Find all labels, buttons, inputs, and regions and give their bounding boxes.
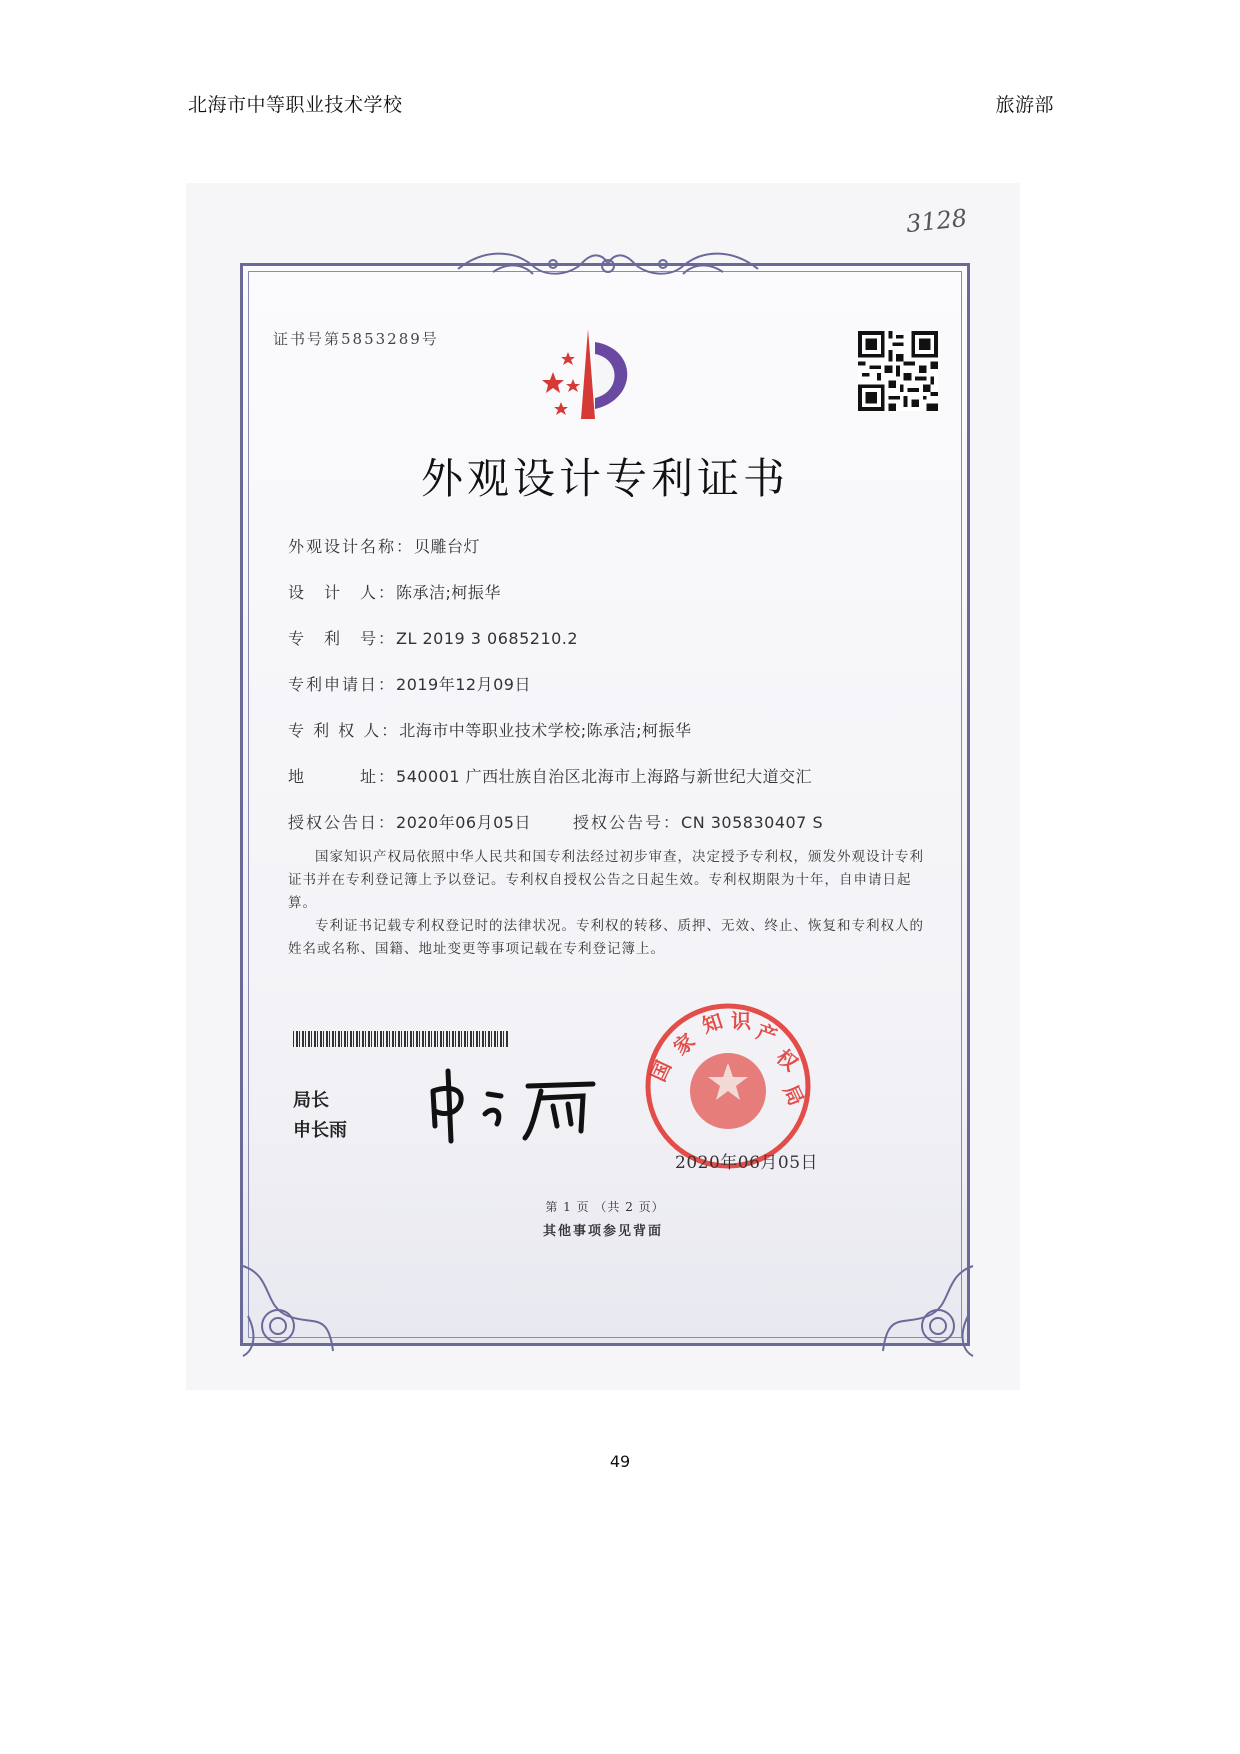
field-application-date: 专利申请日：2019年12月09日 — [288, 675, 531, 694]
header-school: 北海市中等职业技术学校 — [188, 94, 403, 116]
header-department: 旅游部 — [995, 94, 1054, 116]
field-designer: 设 计 人：陈承洁;柯振华 — [288, 583, 501, 602]
qr-code-icon — [858, 331, 938, 411]
svg-text:识: 识 — [731, 1009, 751, 1033]
certificate-scan — [186, 183, 1020, 1390]
svg-text:产: 产 — [753, 1019, 781, 1049]
official-seal-icon — [643, 1001, 813, 1171]
barcode-icon — [293, 1031, 508, 1047]
cnipa-logo-icon — [533, 324, 643, 424]
certificate-page-count: 第 1 页 （共 2 页） — [545, 1200, 665, 1214]
certificate-number: 证书号第5853289号 — [273, 330, 439, 348]
paragraph-2: 专利证书记载专利权登记时的法律状况。专利权的转移、质押、无效、终止、恢复和专利权人的姓名或名称、国籍、地址变更等事项记载在专利登记簿上。 — [288, 918, 924, 957]
field-grant-number: 授权公告号：CN 305830407 S — [573, 813, 824, 832]
field-grant-date: 授权公告日：2020年06月05日 — [288, 813, 531, 832]
field-address: 地 址：540001 广西壮族自治区北海市上海路与新世纪大道交汇 — [288, 767, 813, 786]
svg-text:权: 权 — [771, 1044, 803, 1076]
back-note: 其他事项参见背面 — [542, 1224, 663, 1239]
field-design-name: 外观设计名称：贝雕台灯 — [288, 537, 481, 556]
svg-text:局: 局 — [778, 1080, 809, 1110]
director-signature-icon — [423, 1066, 603, 1146]
certificate-body-text — [288, 846, 928, 961]
handwritten-note: 3128 — [904, 203, 969, 239]
field-patent-number: 专 利 号：ZL 2019 3 0685210.2 — [288, 629, 579, 648]
bottom-left-ornament-icon — [233, 1256, 343, 1366]
svg-text:知: 知 — [699, 1008, 726, 1038]
seal-date: 2020年06月05日 — [675, 1153, 819, 1173]
certificate-frame — [240, 263, 970, 1346]
svg-text:家: 家 — [668, 1028, 700, 1060]
director-block — [293, 1086, 347, 1146]
director-title: 局长 — [293, 1090, 329, 1111]
bottom-right-ornament-icon — [873, 1256, 983, 1366]
paragraph-1: 国家知识产权局依照中华人民共和国专利法经过初步审查，决定授予专利权，颁发外观设计专利证书并在专利登记簿上予以登记。专利权自授权公告之日起生效。专利权期限为十年，自申请日起算。 — [288, 849, 924, 911]
top-ornament-icon — [453, 244, 763, 284]
field-patentee: 专 利 权 人：北海市中等职业技术学校;陈承洁;柯振华 — [288, 721, 692, 740]
director-name: 申长雨 — [293, 1120, 347, 1141]
svg-text:国: 国 — [645, 1056, 676, 1086]
page-number: 49 — [609, 1452, 631, 1471]
certificate-title: 外观设计专利证书 — [420, 454, 789, 503]
